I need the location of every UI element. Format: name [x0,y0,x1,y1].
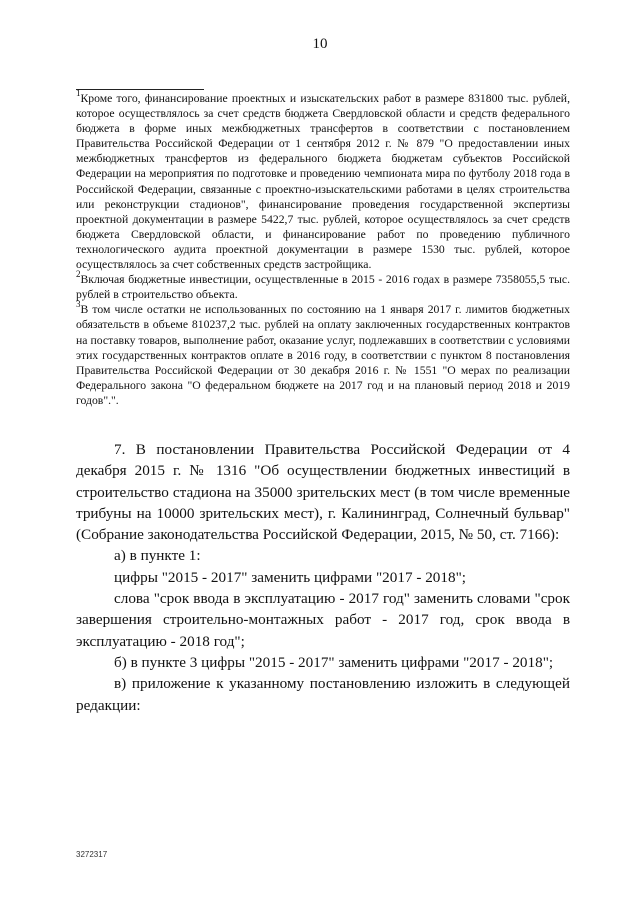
footnote-text-1: Кроме того, финансирование проектных и изыскательских работ в размере 831800 тыс. рублей, которое осуществлялось за счет средств бюджета Свердловской области и средств федерального бюджета в форме иных межбюджетных трансфертов в соответствии с постановлением Правительства Российской Федерации от 1 сентября 2012 г. № 879 "О предоставлении иных межбюджетных трансфертов из федерального бюджета бюджетам субъектов Российской Федерации на мероприятия по подготовке и проведению чемпионата мира по футболу 2018 года в Российской Федерации, связанные с проектно-изыскательскими работами в целях строительства или реконструкции стадионов", финансирование проведения государственной экспертизы проектной документации в размере 5422,7 тыс. рублей, которое осуществлялось за счет средств бюджета Свердловской области, и финансирование работ по проведению публичного технологического аудита проектной документации в размере 1530 тыс. рублей, которое осуществлялось за счет собственных средств застройщика. [76,92,570,272]
page-number: 10 [312,36,328,52]
footnote-2 [76,269,570,302]
footnote-1 [76,88,570,272]
main-text [76,439,570,716]
subparagraph-a-words: слова "срок ввода в эксплуатацию - 2017 год" заменить словами "срок завершения строительно-монтажных работ - 2017 год, срок ввода в эксплуатацию - 2018 год"; [76,590,570,650]
footnote-3 [76,299,570,408]
footnote-marker-1: 1 [76,88,81,99]
subparagraph-v: в) приложение к указанному постановлению изложить в следующей редакции: [76,675,570,714]
subparagraph-a: а) в пункте 1: [114,547,201,565]
footnote-text-2: Включая бюджетные инвестиции, осуществленные в 2015 - 2016 годах в размере 7358055,5 тыс. рублей в строительство объекта. [76,273,570,302]
footnotes [76,88,570,408]
footnote-marker-2: 2 [76,269,81,280]
footnote-text-3: В том числе остатки не использованных по состоянию на 1 января 2017 г. лимитов бюджетных обязательств в объеме 810237,2 тыс. рублей на оплату заключенных государственных контрактов на поставку товаров, выполнение работ, оказание услуг, подлежавших в соответствии с условиями этих государственных контрактов оплате в 2016 году, в соответствии с пунктом 8 постановления Правительства Российской Федерации от 30 декабря 2016 г. № 1551 "О мерах по реализации Федерального закона "О федеральном бюджете на 2017 год и на плановый период 2018 и 2019 годов".". [76,303,570,407]
amendment-paragraph-7: 7. В постановлении Правительства Российской Федерации от 4 декабря 2015 г. № 1316 "Об осуществлении бюджетных инвестиций в строительство стадиона на 35000 зрительских мест (в том числе временные трибуны на 10000 зрительских мест), г. Калининград, Солнечный бульвар" (Собрание законодательства Российской Федерации, 2015, № 50, ст. 7166): [76,441,570,544]
subparagraph-b: б) в пункте 3 цифры "2015 - 2017" заменить цифрами "2017 - 2018"; [114,653,554,671]
footnote-marker-3: 3 [76,299,81,310]
document-id: 3272317 [76,850,108,859]
subparagraph-a-digits: цифры "2015 - 2017" заменить цифрами "2017 - 2018"; [114,568,466,586]
footnote-separator [76,89,204,90]
